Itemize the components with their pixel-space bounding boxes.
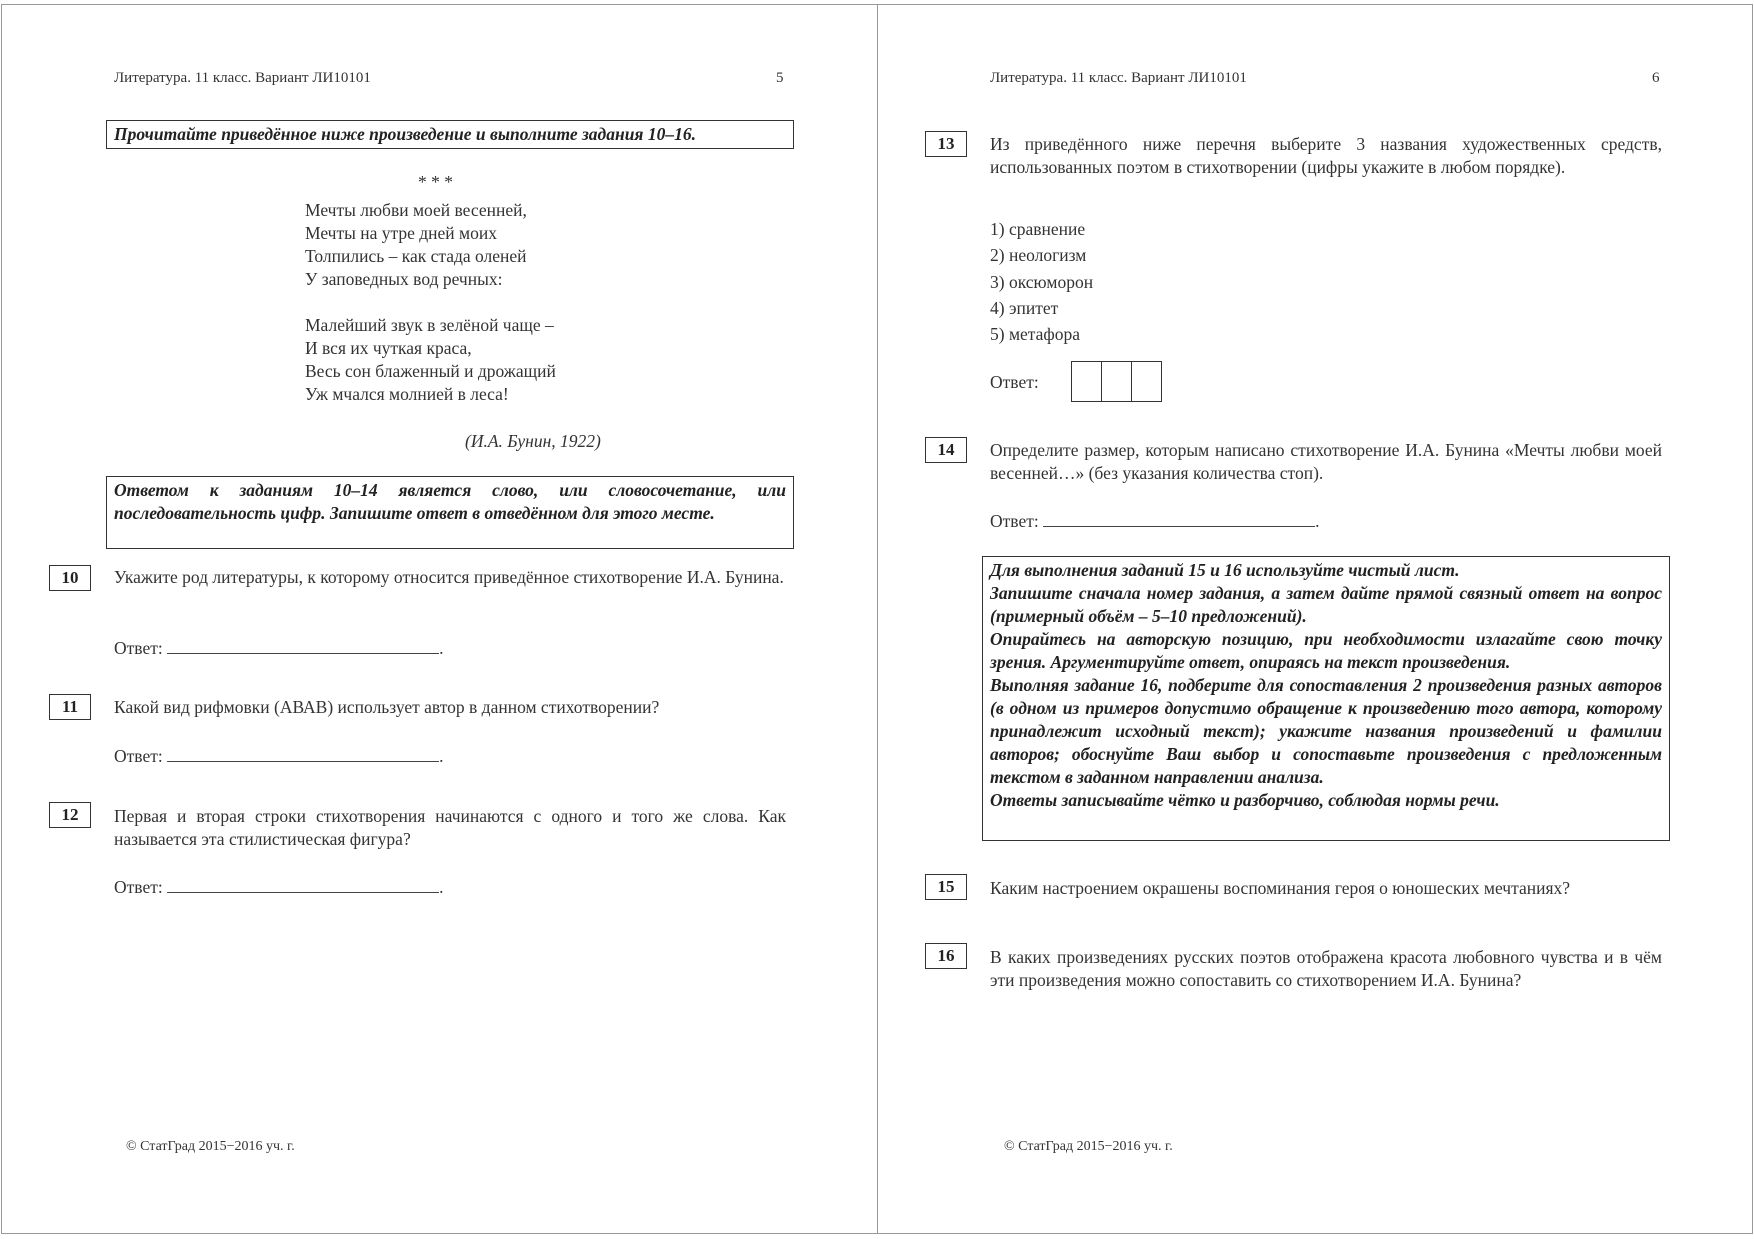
answer-cell[interactable] bbox=[1072, 362, 1102, 401]
task-number-12: 12 bbox=[49, 802, 91, 828]
poem-line: Толпились – как стада оленей bbox=[305, 246, 527, 266]
task-14-text: Определите размер, которым написано стихотворение И.А. Бунина «Мечты любви моей весенней…» (без указания количества стоп). bbox=[990, 440, 1662, 483]
essay-instruction: Выполняя задание 16, подберите для сопоставления 2 произведения разных авторов (в одном из примеров допустимо обращение к произведению того автора, которому принадлежит исходный текст); укажите названия произведений и фамилии авторов; обоснуйте Ваш выбор и сопоставьте произведения с предложенным текстом в заданном направлении анализа. bbox=[990, 675, 1662, 787]
answer-label: Ответ: bbox=[114, 638, 163, 658]
poem-line: Весь сон блаженный и дрожащий bbox=[305, 361, 556, 381]
read-instruction-box bbox=[106, 120, 794, 149]
task-14-answer[interactable]: Ответ: . bbox=[990, 511, 1320, 531]
option: 1) сравнение bbox=[990, 219, 1086, 239]
answer-label: Ответ: bbox=[990, 511, 1039, 531]
answer-label: Ответ: bbox=[114, 877, 163, 897]
answer-line[interactable] bbox=[167, 876, 439, 893]
answer-label: Ответ: bbox=[990, 372, 1039, 392]
task-number-11: 11 bbox=[49, 694, 91, 720]
page-header-right: Литература. 11 класс. Вариант ЛИ10101 bbox=[990, 70, 1247, 86]
poem-line: Мечты любви моей весенней, bbox=[305, 200, 527, 220]
answer-line[interactable] bbox=[1043, 510, 1315, 527]
poem-stars: * * * bbox=[418, 172, 453, 192]
essay-instruction: Ответы записывайте чётко и разборчиво, соблюдая нормы речи. bbox=[990, 790, 1500, 810]
task-15-text: Каким настроением окрашены воспоминания героя о юношеских мечтаниях? bbox=[990, 878, 1571, 898]
footer-left: © СтатГрад 2015−2016 уч. г. bbox=[126, 1139, 295, 1154]
task-number-16: 16 bbox=[925, 943, 967, 969]
page-number-left: 5 bbox=[776, 70, 784, 86]
poem-stanza-2 bbox=[305, 314, 556, 406]
read-instruction: Прочитайте приведённое ниже произведение и выполните задания 10–16. bbox=[114, 124, 696, 144]
poem-stanza-1 bbox=[305, 199, 527, 291]
task-16-text: В каких произведениях русских поэтов отображена красота любовного чувства и в чём эти произведения можно сопоставить со стихотворением И.А. Бунина? bbox=[990, 947, 1662, 990]
option: 2) неологизм bbox=[990, 245, 1087, 266]
answer-cell[interactable] bbox=[1102, 362, 1132, 401]
essay-instruction-box bbox=[982, 556, 1670, 841]
task-10-text: Укажите род литературы, к которому относится приведённое стихотворение И.А. Бунина. bbox=[114, 567, 784, 587]
poem-line: И вся их чуткая краса, bbox=[305, 338, 472, 358]
task-number-14: 14 bbox=[925, 437, 967, 463]
task-13-answer-cells[interactable] bbox=[1071, 361, 1162, 402]
answer-line[interactable] bbox=[167, 745, 439, 762]
essay-instruction: Запишите сначала номер задания, а затем дайте прямой связный ответ на вопрос (примерный объём – 5–10 предложений). bbox=[990, 583, 1662, 626]
task-number-10: 10 bbox=[49, 565, 91, 591]
page-header-left: Литература. 11 класс. Вариант ЛИ10101 bbox=[114, 70, 371, 86]
task-13-options bbox=[990, 216, 1093, 347]
answer-cell[interactable] bbox=[1132, 362, 1161, 401]
answer-line[interactable] bbox=[167, 637, 439, 654]
poem-line: Мечты на утре дней моих bbox=[305, 223, 497, 243]
option: 5) метафора bbox=[990, 324, 1081, 345]
task-10-answer[interactable]: Ответ: . bbox=[114, 638, 444, 658]
task-11-answer[interactable]: Ответ: . bbox=[114, 746, 444, 766]
answer-label: Ответ: bbox=[114, 746, 163, 766]
poem-line: Уж мчался молнией в леса! bbox=[305, 384, 509, 404]
task-number-13: 13 bbox=[925, 131, 967, 157]
task-number-15: 15 bbox=[925, 874, 967, 900]
poem-attribution: (И.А. Бунин, 1922) bbox=[465, 431, 601, 451]
answer-instruction-box bbox=[106, 476, 794, 549]
essay-instruction: Для выполнения заданий 15 и 16 используйте чистый лист. bbox=[990, 560, 1460, 580]
answer-instruction: Ответом к заданиям 10–14 является слово, или словосочетание, или последовательность цифр. Запишите ответ в отведённом для этого месте. bbox=[114, 480, 786, 523]
option: 4) эпитет bbox=[990, 297, 1059, 318]
task-11-text: Какой вид рифмовки (АВАВ) использует автор в данном стихотворении? bbox=[114, 697, 660, 717]
page-number-right: 6 bbox=[1652, 70, 1660, 86]
footer-right: © СтатГрад 2015−2016 уч. г. bbox=[1004, 1139, 1173, 1154]
task-12-answer[interactable]: Ответ: . bbox=[114, 877, 444, 897]
task-13-text: Из приведённого ниже перечня выберите 3 названия художественных средств, использованных поэтом в стихотворении (цифры укажите в любом порядке). bbox=[990, 134, 1662, 177]
poem-line: Малейший звук в зелёной чаще – bbox=[305, 315, 554, 335]
option: 3) оксюморон bbox=[990, 271, 1094, 292]
poem-line: У заповедных вод речных: bbox=[305, 269, 503, 289]
task-12-text: Первая и вторая строки стихотворения начинаются с одного и того же слова. Как называется эта стилистическая фигура? bbox=[114, 806, 786, 849]
essay-instruction: Опирайтесь на авторскую позицию, при необходимости излагайте свою точку зрения. Аргументируйте ответ, опираясь на текст произведения. bbox=[990, 629, 1662, 672]
